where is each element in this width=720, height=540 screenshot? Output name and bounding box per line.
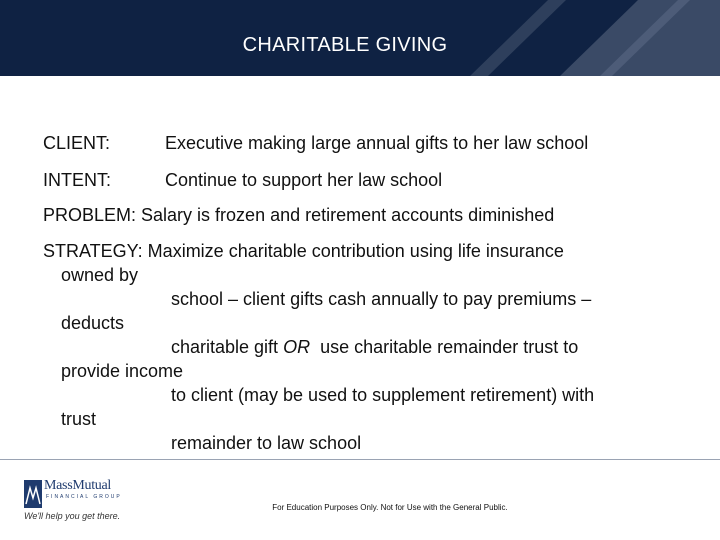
strategy-line	[171, 337, 578, 358]
strategy-line: deducts	[61, 313, 125, 333]
emphasis-or: OR	[283, 337, 311, 357]
strategy-line: STRATEGY: Maximize charitable contribution using life insurance	[43, 241, 564, 261]
strategy-line: owned by	[61, 265, 139, 285]
massmutual-logo	[24, 478, 154, 526]
footer-divider	[0, 459, 720, 460]
strategy-line: remainder to law school	[171, 433, 362, 453]
strategy-text: charitable gift	[171, 337, 279, 357]
client-text: Executive making large annual gifts to her law school	[165, 133, 589, 153]
slide-title: CHARITABLE GIVING	[242, 34, 448, 56]
strategy-line: to client (may be used to supplement retirement) with	[171, 385, 595, 405]
strategy-text: use charitable remainder trust to	[320, 337, 579, 357]
logo-subtitle: FINANCIAL GROUP	[46, 494, 122, 500]
logo-tagline: We'll help you get there.	[24, 511, 121, 521]
logo-name: MassMutual	[44, 478, 112, 493]
footer-disclaimer: For Education Purposes Only. Not for Use with the General Public.	[272, 503, 508, 512]
intent-text: Continue to support her law school	[165, 170, 443, 190]
client-label: CLIENT:	[43, 133, 111, 153]
logo-mark-icon	[24, 480, 42, 508]
strategy-line: trust	[61, 409, 97, 429]
intent-label: INTENT:	[43, 170, 112, 190]
header-banner	[0, 0, 720, 76]
strategy-line: provide income	[61, 361, 184, 381]
strategy-line: school – client gifts cash annually to pay premiums –	[171, 289, 592, 309]
problem-line: PROBLEM: Salary is frozen and retirement accounts diminished	[43, 205, 555, 225]
